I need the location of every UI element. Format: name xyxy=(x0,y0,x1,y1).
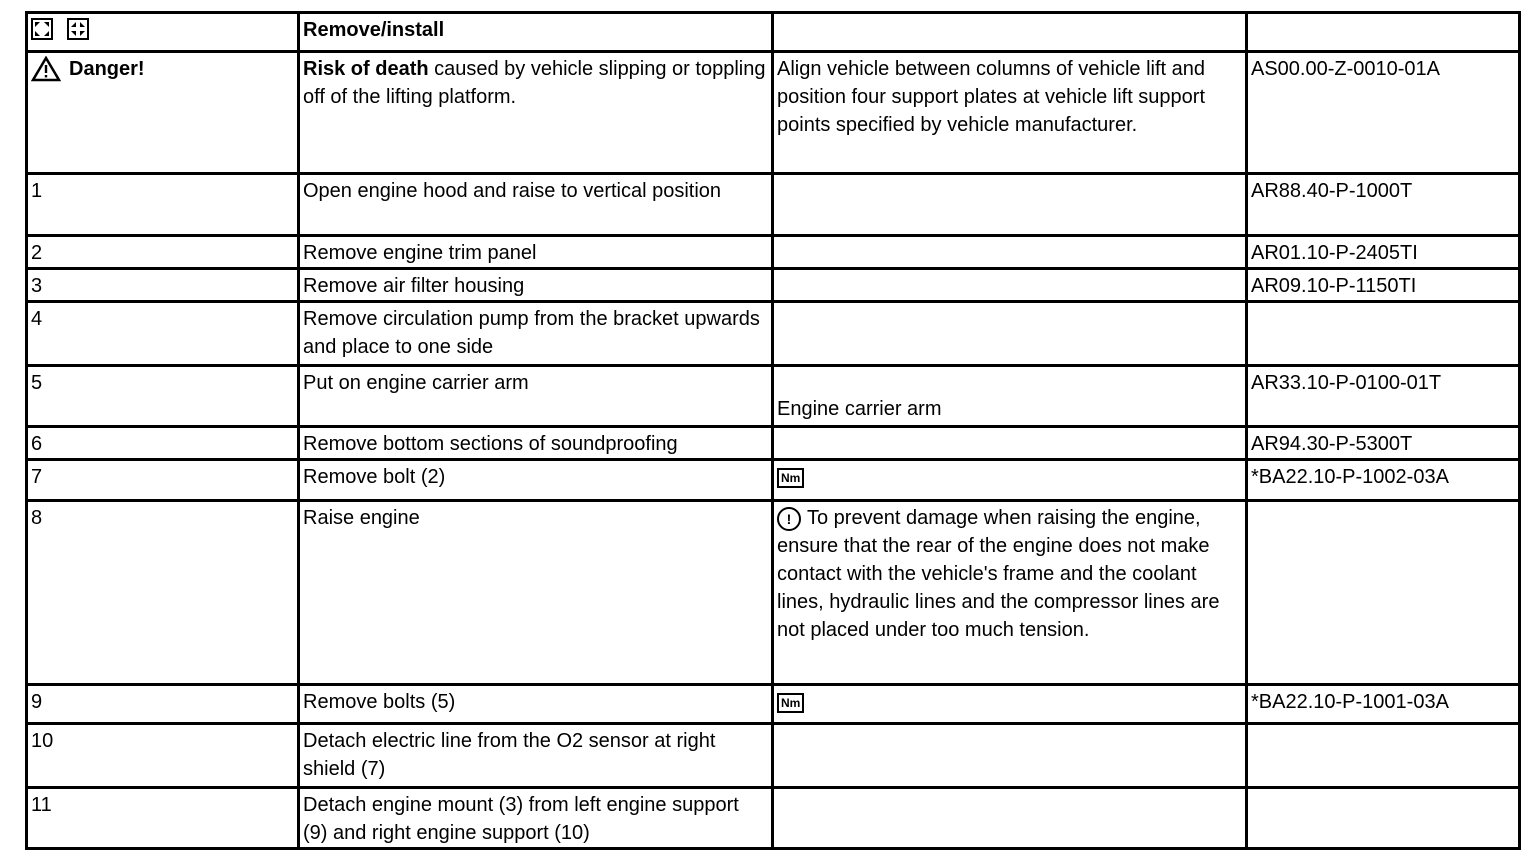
expand-icon[interactable] xyxy=(31,18,53,40)
step-ref-link[interactable]: *BA22.10-P-1001-03A xyxy=(1247,685,1520,724)
header-icons-cell xyxy=(27,13,299,52)
step-ref-link[interactable]: AR01.10-P-2405TI xyxy=(1247,236,1520,269)
step-note xyxy=(773,302,1247,366)
step-number: 8 xyxy=(27,501,299,685)
procedure-table xyxy=(25,11,1521,850)
danger-row xyxy=(27,52,1520,174)
step-number: 4 xyxy=(27,302,299,366)
step-number: 2 xyxy=(27,236,299,269)
step-text: Remove engine trim panel xyxy=(299,236,773,269)
caution-tip-icon: ! xyxy=(777,507,801,531)
step-number: 5 xyxy=(27,366,299,427)
step-row xyxy=(27,724,1520,788)
step-row xyxy=(27,302,1520,366)
step-row xyxy=(27,236,1520,269)
step-note xyxy=(773,236,1247,269)
step-text: Remove bottom sections of soundproofing xyxy=(299,427,773,460)
step-text: Put on engine carrier arm xyxy=(299,366,773,427)
step-row xyxy=(27,501,1520,685)
step-number: 7 xyxy=(27,460,299,501)
step-row xyxy=(27,269,1520,302)
step-ref-link[interactable] xyxy=(1247,788,1520,849)
step-number: 6 xyxy=(27,427,299,460)
torque-nm-icon[interactable]: Nm xyxy=(777,693,804,713)
step-note xyxy=(773,174,1247,236)
header-title: Remove/install xyxy=(299,13,773,52)
step-text: Open engine hood and raise to vertical position xyxy=(299,174,773,236)
step-ref-link[interactable]: AR33.10-P-0100-01T xyxy=(1247,366,1520,427)
step-note-cell xyxy=(773,501,1247,685)
torque-nm-icon[interactable]: Nm xyxy=(777,468,804,488)
step-number: 3 xyxy=(27,269,299,302)
danger-label: Danger! xyxy=(69,58,145,80)
danger-risk-cell xyxy=(299,52,773,174)
step-number: 1 xyxy=(27,174,299,236)
danger-ref-link[interactable]: AS00.00-Z-0010-01A xyxy=(1247,52,1520,174)
step-ref-link[interactable]: AR94.30-P-5300T xyxy=(1247,427,1520,460)
step-note xyxy=(773,788,1247,849)
step-row xyxy=(27,366,1520,427)
warning-triangle-icon xyxy=(31,56,61,82)
step-text: Detach engine mount (3) from left engine support (9) and right engine support (10) xyxy=(299,788,773,849)
step-text: Remove air filter housing xyxy=(299,269,773,302)
step-text: Raise engine xyxy=(299,501,773,685)
danger-instruction: Align vehicle between columns of vehicle lift and position four support plates at vehicle lift support points specified by vehicle manufacturer. xyxy=(773,52,1247,174)
step-ref-link[interactable]: AR88.40-P-1000T xyxy=(1247,174,1520,236)
step-note: To prevent damage when raising the engine, ensure that the rear of the engine does not make contact with the vehicle's frame and the coolant lines, hydraulic lines and the compressor lines are not placed under too much tension. xyxy=(777,507,1220,641)
step-note-cell xyxy=(773,685,1247,724)
step-number: 11 xyxy=(27,788,299,849)
step-row xyxy=(27,685,1520,724)
step-number: 9 xyxy=(27,685,299,724)
step-row xyxy=(27,460,1520,501)
step-row xyxy=(27,788,1520,849)
step-ref-link[interactable] xyxy=(1247,302,1520,366)
step-text: Remove bolts (5) xyxy=(299,685,773,724)
step-note-cell xyxy=(773,366,1247,427)
step-ref-link[interactable] xyxy=(1247,724,1520,788)
header-row xyxy=(27,13,1520,52)
step-text: Detach electric line from the O2 sensor at right shield (7) xyxy=(299,724,773,788)
step-ref-link[interactable]: *BA22.10-P-1002-03A xyxy=(1247,460,1520,501)
header-empty-cell xyxy=(773,13,1247,52)
step-note: Engine carrier arm xyxy=(777,398,942,420)
step-ref-link[interactable]: AR09.10-P-1150TI xyxy=(1247,269,1520,302)
step-row xyxy=(27,174,1520,236)
risk-bold-text: Risk of death xyxy=(303,58,429,80)
step-row xyxy=(27,427,1520,460)
header-empty-cell xyxy=(1247,13,1520,52)
step-note-cell xyxy=(773,460,1247,501)
step-note xyxy=(773,427,1247,460)
collapse-icon[interactable] xyxy=(67,18,89,40)
step-text: Remove circulation pump from the bracket upwards and place to one side xyxy=(299,302,773,366)
step-ref-link[interactable] xyxy=(1247,501,1520,685)
step-note xyxy=(773,724,1247,788)
step-note xyxy=(773,269,1247,302)
step-number: 10 xyxy=(27,724,299,788)
danger-cell xyxy=(27,52,299,174)
step-text: Remove bolt (2) xyxy=(299,460,773,501)
risk-text: caused by vehicle slipping or toppling off of the lifting platform. xyxy=(303,58,766,108)
